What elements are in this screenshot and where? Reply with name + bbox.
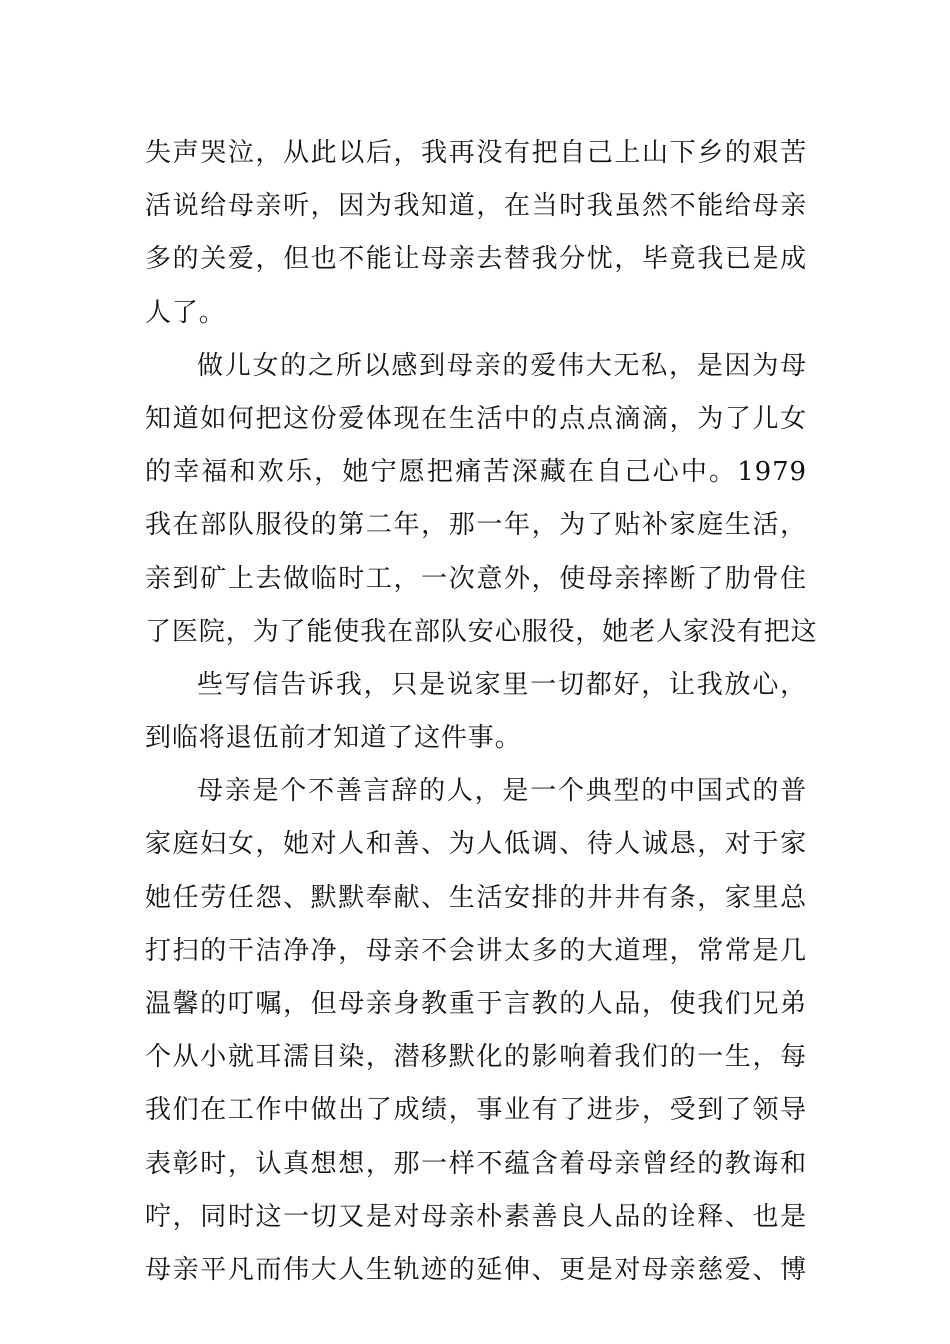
text-line: 我们在工作中做出了成绩，事业有了进步，受到了领导 — [145, 1095, 807, 1126]
text-line: 个从小就耳濡目染，潜移默化的影响着我们的一生，每 — [145, 1042, 807, 1073]
text-line: 她任劳任怨、默默奉献、生活安排的井井有条，家里总 — [145, 882, 807, 913]
text-line: 母亲是个不善言辞的人，是一个典型的中国式的普 — [197, 776, 807, 807]
text-line: 失声哭泣，从此以后，我再没有把自己上山下乡的艰苦 — [145, 138, 807, 168]
text-line: 亲到矿上去做临时工，一次意外，使母亲摔断了肋骨住 — [145, 563, 807, 594]
paragraph-2 — [145, 340, 818, 659]
text-line: 家庭妇女，她对人和善、为人低调、待人诚恳，对于家 — [145, 829, 807, 860]
article-body — [145, 127, 818, 1297]
text-line: 活说给母亲听，因为我知道，在当时我虽然不能给母亲 — [145, 191, 807, 222]
text-line: 温馨的叮嘱，但母亲身教重于言教的人品，使我们兄弟 — [145, 989, 807, 1019]
text-line: 些写信告诉我，只是说家里一切都好，让我放心， — [197, 669, 807, 700]
text-line: 打扫的干洁净净，母亲不会讲太多的大道理，常常是几 — [145, 935, 807, 966]
paragraph-4 — [145, 765, 807, 1297]
text-line: 人了。 — [145, 297, 226, 328]
text-line: 做儿女的之所以感到母亲的爱伟大无私，是因为母 — [197, 350, 807, 381]
text-line: 表彰时，认真想想，那一样不蕴含着母亲曾经的教诲和 — [145, 1148, 807, 1179]
text-line: 到临将退伍前才知道了这件事。 — [145, 723, 522, 754]
text-line: 了医院，为了能使我在部队安心服役，她老人家没有把这 — [145, 616, 818, 647]
paragraph-3 — [145, 659, 807, 765]
text-line: 咛，同时这一切又是对母亲朴素善良人品的诠释、也是 — [145, 1201, 807, 1232]
text-line: 的幸福和欢乐，她宁愿把痛苦深藏在自己心中。1979 — [145, 457, 807, 488]
text-line: 我在部队服役的第二年，那一年，为了贴补家庭生活， — [145, 510, 807, 541]
text-line: 知道如何把这份爱体现在生活中的点点滴滴，为了儿女 — [145, 403, 807, 434]
paragraph-1 — [145, 127, 807, 340]
text-line: 多的关爱，但也不能让母亲去替我分忧，毕竟我已是成 — [145, 244, 807, 275]
text-line: 母亲平凡而伟大人生轨迹的延伸、更是对母亲慈爱、博 — [145, 1254, 807, 1285]
